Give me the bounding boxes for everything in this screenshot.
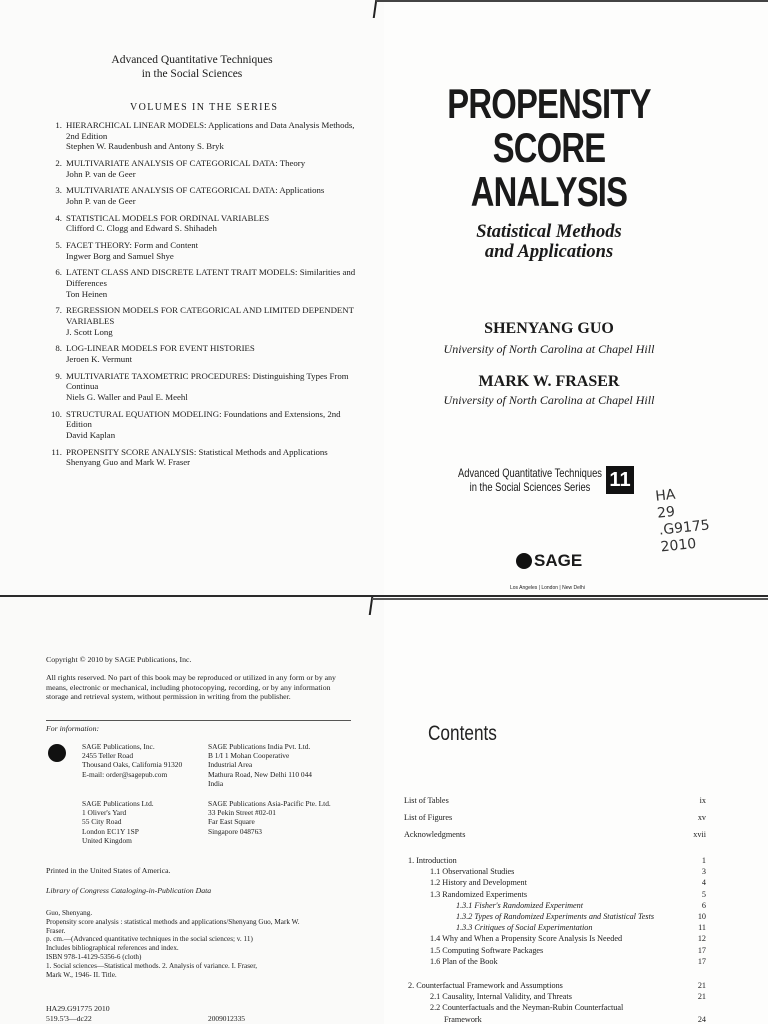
handwritten-call-number	[655, 484, 713, 557]
cip-line: Mark W., 1946- II. Title.	[46, 970, 117, 979]
volume-authors: Jeroen K. Vermunt	[66, 354, 133, 364]
volume-number: 3.	[55, 185, 62, 196]
affiliation-2: University of North Carolina at Chapel Hill	[443, 393, 655, 407]
toc-page: 5	[701, 889, 706, 899]
toc-label: 1.2 History and Development	[430, 878, 527, 888]
volume-title: LOG-LINEAR MODELS FOR EVENT HISTORIES	[66, 343, 255, 354]
volume-authors: Stephen W. Raudenbush and Antony S. Bryk	[66, 141, 224, 152]
volume-authors: Ton Heinen	[66, 288, 108, 299]
toc-entry	[404, 981, 706, 991]
toc-entry	[404, 890, 706, 900]
scan-edge-middle	[372, 598, 768, 600]
copyright-line: Copyright © 2010 by SAGE Publications, Inc.	[46, 655, 192, 664]
volume-title: LATENT CLASS AND DISCRETE LATENT TRAIT MODELS: Similarities and Differences	[66, 267, 356, 289]
sage-logo	[516, 551, 582, 571]
book-subtitle: Statistical Methods and Applications	[476, 222, 622, 262]
volume-item	[38, 305, 358, 337]
cip-line: Includes bibliographical references and index.	[46, 944, 179, 953]
volume-authors: David Kaplan	[66, 429, 116, 440]
toc-entry	[404, 992, 706, 1002]
volume-number: 5.	[55, 240, 62, 251]
volume-number: 11.	[51, 446, 62, 457]
toc-label: 1.4 Why and When a Propensity Score Analysis Is Needed	[430, 934, 623, 944]
volume-item	[38, 158, 358, 179]
volume-title: PROPENSITY SCORE ANALYSIS: Statistical Methods and Applications	[66, 446, 328, 457]
address-line: India	[208, 778, 224, 788]
toc-entry	[404, 867, 706, 877]
toc-entry	[404, 957, 706, 967]
toc-page: xv	[697, 813, 706, 822]
series-title: Advanced Quantitative Techniques in the Social Sciences	[111, 54, 273, 80]
affiliation-1: University of North Carolina at Chapel Hill	[443, 342, 655, 356]
toc-label: List of Tables	[404, 796, 449, 805]
cip-line: Propensity score analysis : statistical methods and applications/Shenyang Guo, Mark W.	[46, 917, 300, 926]
volume-authors: John P. van de Geer	[66, 168, 136, 179]
toc-entry	[404, 813, 706, 823]
toc-label: Acknowledgments	[404, 830, 466, 839]
divider	[46, 720, 351, 721]
toc-label: 1.3.1 Fisher's Randomized Experiment	[456, 900, 584, 910]
address-line: London EC1Y 1SP	[82, 826, 139, 836]
series-number-badge: 11	[606, 466, 634, 494]
scan-edge-top	[376, 0, 768, 2]
toc-entry	[404, 878, 706, 888]
toc-entry	[404, 856, 706, 866]
address-uk	[82, 799, 154, 845]
address-india	[208, 742, 312, 788]
toc-entry	[404, 946, 706, 956]
toc-page: 3	[701, 867, 706, 877]
volume-title: FACET THEORY: Form and Content	[66, 240, 199, 251]
volume-authors: J. Scott Long	[66, 326, 113, 337]
volume-number: 10.	[51, 408, 62, 419]
toc-entry	[404, 830, 706, 840]
volume-item	[38, 409, 358, 441]
volume-title: REGRESSION MODELS FOR CATEGORICAL AND LIMITED DEPENDENT VARIABLES	[66, 305, 354, 327]
volume-title: MULTIVARIATE TAXOMETRIC PROCEDURES: Distinguishing Types From Continua	[66, 370, 349, 392]
address-line: SAGE Publications India Pvt. Ltd.	[208, 742, 311, 751]
handwritten-line: 29	[656, 503, 676, 522]
volume-number: 6.	[55, 267, 62, 278]
cip-line: p. cm.—(Advanced quantitative techniques in the social sciences; v. 11)	[46, 935, 253, 944]
address-line: Far East Square	[208, 817, 255, 827]
toc-label: Framework	[444, 1014, 482, 1024]
address-line: Mathura Road, New Delhi 110 044	[208, 769, 312, 779]
toc-label: 1.1 Observational Studies	[430, 867, 515, 877]
toc-entry	[404, 912, 706, 922]
toc-page: 1	[701, 856, 706, 865]
volume-title: HIERARCHICAL LINEAR MODELS: Applications and Data Analysis Methods, 2nd Edition	[66, 120, 355, 141]
toc-label: 1.5 Computing Software Packages	[430, 945, 544, 955]
for-information: For information:	[46, 724, 100, 733]
volume-title: MULTIVARIATE ANALYSIS OF CATEGORICAL DATA: Theory	[66, 157, 306, 168]
cip-line: Guo, Shenyang.	[46, 909, 93, 917]
dewey-number: 519.5'3—dc22	[46, 1014, 92, 1023]
toc-page: 24	[697, 1014, 706, 1024]
volume-item	[38, 120, 358, 152]
address-line: United Kingdom	[82, 835, 132, 845]
address-line: B 1/I 1 Mohan Cooperative	[208, 751, 290, 761]
toc-label: 1.3.3 Critiques of Social Experimentation	[456, 923, 593, 933]
address-line: 2455 Teller Road	[82, 751, 134, 761]
volume-number: 1.	[55, 120, 62, 130]
cip-line: ISBN 978-1-4129-5356-6 (cloth)	[46, 952, 142, 961]
volume-item	[38, 267, 358, 299]
toc-label: 2. Counterfactual Framework and Assumptions	[408, 981, 563, 990]
volume-number: 9.	[55, 370, 62, 381]
toc-entry	[404, 796, 706, 806]
address-line: 55 City Road	[82, 817, 122, 827]
toc-entry	[404, 901, 706, 911]
address-line: Singapore 048763	[208, 826, 262, 836]
contents-heading: Contents	[428, 722, 497, 745]
volume-item	[38, 371, 358, 403]
volume-item	[38, 185, 358, 206]
address-line: 1 Oliver's Yard	[82, 808, 127, 818]
scan-divider-horizontal	[0, 595, 768, 597]
toc-entry	[404, 923, 706, 933]
volume-item	[38, 447, 358, 468]
volume-number: 8.	[55, 343, 62, 354]
volume-authors: Niels G. Waller and Paul E. Meehl	[66, 391, 188, 402]
toc-entry	[404, 1003, 706, 1013]
address-line: 33 Pekin Street #02-01	[208, 808, 276, 818]
toc-page: 6	[701, 900, 706, 910]
toc-label: 1.3.2 Types of Randomized Experiments and Statistical Tests	[456, 912, 655, 921]
volume-authors: John P. van de Geer	[66, 195, 136, 206]
volumes-heading: VOLUMES IN THE SERIES	[130, 102, 279, 113]
address-line: SAGE Publications Asia-Pacific Pte. Ltd.	[208, 799, 331, 808]
address-line: SAGE Publications Ltd.	[82, 799, 154, 808]
toc-label: 2.1 Causality, Internal Validity, and Threats	[430, 992, 572, 1002]
toc-page: 10	[697, 912, 706, 921]
sage-seal-icon	[48, 744, 66, 762]
toc-page: ix	[699, 796, 706, 805]
toc-label: List of Figures	[404, 813, 453, 822]
author-2: MARK W. FRASER	[478, 373, 620, 390]
handwritten-line: .G9175	[658, 517, 711, 539]
toc-entry	[404, 934, 706, 944]
toc-page: xvii	[693, 830, 706, 839]
series-mark: Advanced Quantitative Techniques in the Social Sciences Series	[458, 466, 602, 494]
volume-number: 7.	[55, 305, 62, 316]
address-line[interactable]: E-mail: order@sagepub.com	[82, 769, 168, 779]
volume-item	[38, 240, 358, 261]
toc-page: 12	[697, 934, 706, 944]
book-title: PROPENSITY SCORE ANALYSIS	[447, 80, 651, 215]
publisher-cities: Los Angeles | London | New Delhi	[510, 585, 585, 591]
toc-page: 11	[698, 923, 706, 933]
toc-page: 17	[697, 945, 706, 955]
publisher-name: SAGE	[534, 551, 583, 570]
volume-title: STRUCTURAL EQUATION MODELING: Foundations and Extensions, 2nd Edition	[66, 408, 341, 430]
sage-logo-icon	[516, 553, 532, 569]
address-line: SAGE Publications, Inc.	[82, 742, 155, 751]
lccn: 2009012335	[208, 1014, 245, 1023]
toc-page: 21	[697, 981, 706, 990]
toc-page: 21	[697, 992, 706, 1002]
volume-title: STATISTICAL MODELS FOR ORDINAL VARIABLES	[66, 212, 270, 223]
address-us	[82, 742, 182, 779]
author-1: SHENYANG GUO	[484, 320, 614, 337]
volume-item	[38, 213, 358, 234]
volume-authors: Ingwer Borg and Samuel Shye	[66, 250, 174, 261]
volume-authors: Clifford C. Clogg and Edward S. Shihadeh	[66, 223, 217, 234]
volume-authors: Shenyang Guo and Mark W. Fraser	[66, 457, 191, 468]
address-line: Thousand Oaks, California 91320	[82, 760, 183, 770]
rights-statement: All rights reserved. No part of this book may be reproduced or utilized in any form or by any means, electronic or mechanical, including photocopying, recording, or by any information storage and retrieval system, without permission in writing from the publisher.	[46, 673, 336, 702]
toc-label: 1.3 Randomized Experiments	[430, 889, 528, 899]
volume-number: 2.	[55, 157, 62, 168]
address-asia	[208, 799, 331, 836]
printed-in: Printed in the United States of America.	[46, 866, 171, 875]
toc-page: 17	[697, 956, 706, 966]
volume-list	[38, 120, 358, 474]
handwritten-line: 2010	[659, 535, 698, 556]
volume-number: 4.	[55, 212, 62, 223]
toc-label: 1.6 Plan of the Book	[430, 956, 498, 966]
toc-entry	[404, 1015, 706, 1025]
cip-line: 1. Social sciences—Statistical methods. 2. Analysis of variance. I. Fraser,	[46, 961, 258, 970]
call-number: HA29.G91775 2010	[46, 1004, 110, 1013]
cip-heading: Library of Congress Cataloging-in-Publication Data	[46, 886, 212, 895]
cip-line: Fraser.	[46, 926, 66, 935]
toc-page: 4	[701, 878, 706, 888]
address-line: Industrial Area	[208, 760, 253, 770]
volume-item	[38, 343, 358, 364]
toc-label: 2.2 Counterfactuals and the Neyman-Rubin Counterfactual	[430, 1003, 624, 1013]
toc-label: 1. Introduction	[408, 856, 457, 865]
cip-data	[46, 909, 351, 979]
handwritten-line: HA	[654, 486, 677, 505]
volume-title: MULTIVARIATE ANALYSIS OF CATEGORICAL DATA: Applications	[66, 185, 325, 196]
